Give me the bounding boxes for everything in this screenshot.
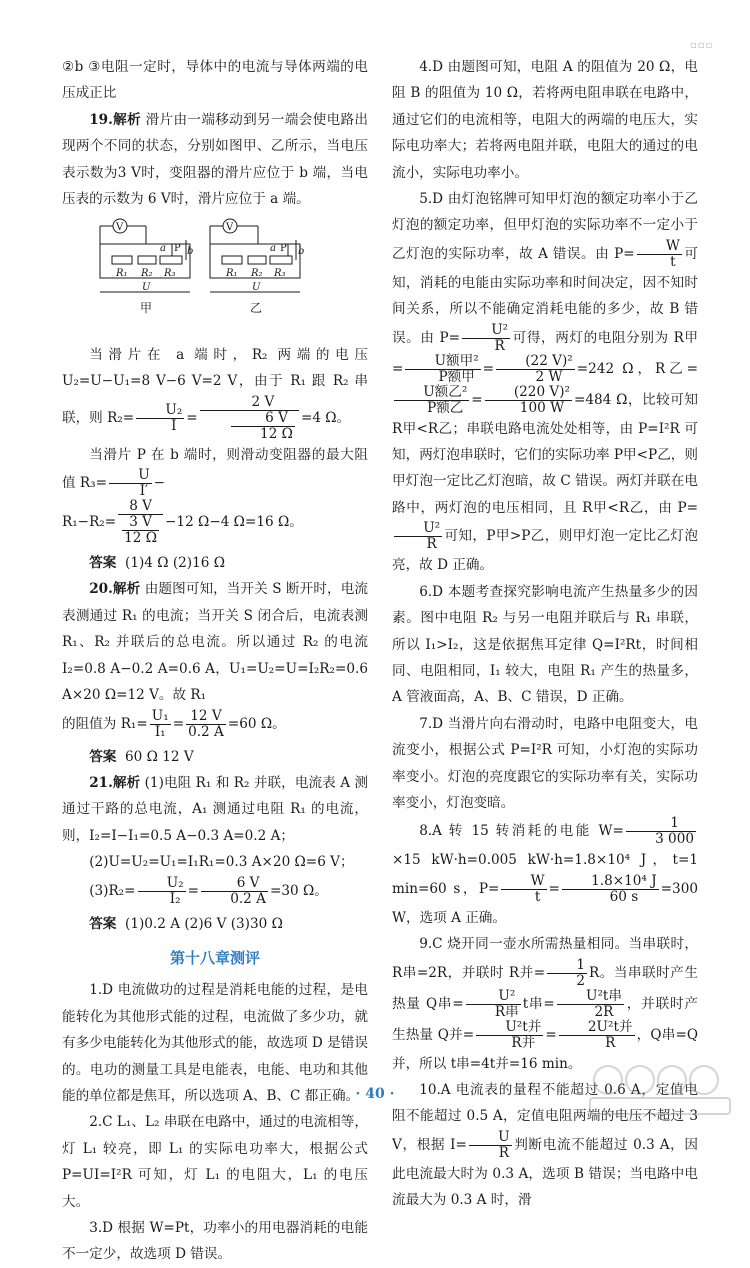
s5-text-c: 可得，两灯的电阻分别为 R甲=	[392, 329, 699, 377]
frac-num: W	[637, 239, 682, 255]
frac-den: R	[605, 1034, 616, 1051]
frac-num: U额甲²	[405, 354, 480, 370]
frac-den: R	[494, 337, 505, 354]
q19-p2-frac	[109, 468, 152, 499]
frac-num: U₁	[151, 707, 169, 724]
q19-p1	[62, 342, 368, 442]
eq-sign: =	[186, 409, 198, 426]
r1-label-yi: R₁	[226, 268, 238, 280]
section-title: 第十八章测评	[169, 948, 260, 967]
q19-p2-text: 当滑片 P 在 b 端时，则滑动变阻器的最大阻值 R₃=	[62, 446, 368, 492]
s-item-7: 7.D 当滑片向右滑动时，电路中电阻变大，电流变小，根据公式 P=I²R 可知，小灯泡的实际功率变小。灯泡的亮度跟它的实际功率有关，实际功率变小，灯泡变暗。	[392, 715, 698, 811]
s5-frac5	[394, 385, 469, 416]
s5-frac3	[405, 354, 480, 385]
s5-frac7	[394, 521, 442, 552]
frac-den-compound	[200, 411, 299, 442]
corner-mark: ▫▫▫	[690, 40, 714, 51]
q21-frac2	[201, 876, 268, 907]
s5-text-f: 可知，P甲>P乙，则甲灯泡一定比乙灯泡亮，故 D 正确。	[392, 528, 698, 574]
frac-num: 1.8×10⁴ J	[562, 874, 659, 890]
s-item-8	[392, 816, 698, 931]
q20-frac1	[150, 709, 171, 740]
s9-text-c: t串=	[522, 995, 555, 1012]
s8-eq: =	[548, 880, 560, 897]
s9-frac1	[547, 958, 587, 989]
watermark-logo	[580, 1060, 740, 1118]
frac-den: 0.2 A	[230, 890, 266, 907]
s9-frac5	[559, 1020, 635, 1051]
p-label-yi: P	[280, 243, 287, 255]
s-item-1: 1.D 电流做功的过程是消耗电能的过程，是电能转化为其他形式能的过程，电流做了多少功，就有多少电能转化为其他形式的能，故选项 D 是错误的。电功的测量工具是电能表，电能、电功和其他能的单位都是焦耳，所以选项 A、B、C 都正确。	[62, 982, 368, 1104]
s9-frac2	[466, 989, 521, 1020]
frac-num: (220 V)²	[485, 385, 572, 401]
frac-num: 2U²t并	[559, 1020, 635, 1036]
frac-num: 12 V	[186, 709, 226, 725]
s9-text-b: R。当串联时产生热量 Q串=	[392, 964, 698, 1012]
q19-p3	[62, 499, 368, 546]
s-item-5: 5.D 由灯泡铭牌可知甲灯泡的额定功率小于乙灯泡的额定功率，但甲灯泡的实际功率不一定小于乙灯泡的实际功率，故 A 错误。由 P= $\frac{W}{t}$ 可知，消耗的电能由实际功率和时间决定，因不知时间关系，所以不能确定消耗电能的多少，故 B 错误。由 P= $\frac{\text{U²}}{R}$ 可得，两灯的电阻分别为 R甲= $\frac{\text{U额甲²}}{\text{P额甲}}$ = $\frac{\text{(22 V)²}}{2 W}$ =242 Ω，R乙= $\frac{\text{U额乙²}}{\text{P额乙}}$ = $\frac{\text{(220 V)²}}{100 W}$ =484 Ω，比较可知 R甲<R乙；串联电路电流处处相等，由 P=I²R 可知，两灯泡串联时，它们的实际功率 P甲<P乙，则甲灯泡一定比乙灯泡暗，故 C 错误。两灯并联在电路中，两灯泡的电压相同，且 R甲<R乙，由 P= $\frac{\text{U²}}{R}$ 可知，P甲>P乙，则甲灯泡一定比乙灯泡亮，故 D 正确。	[392, 191, 699, 574]
frac-den: 3 000	[655, 831, 694, 848]
q19-p2	[62, 442, 368, 499]
frac-den: 60 s	[609, 888, 639, 905]
q19-p3-end: −12 Ω−4 Ω=16 Ω。	[165, 514, 303, 531]
right-column	[392, 54, 698, 1214]
s9-text-a: 9.C 烧开同一壶水所需热量相同。当串联时，R串=2R，并联时 R并=	[392, 936, 698, 981]
s9-text-d: ，并联时产生热量 Q并=	[392, 995, 698, 1043]
s5-frac2	[462, 323, 510, 354]
s-item-2: 2.C L₁、L₂ 串联在电路中，通过的电流相等，灯 L₁ 较亮，即 L₁ 的实际电功率大，根据公式 P=UI=I²R 可知，灯 L₁ 的电阻大，L₁ 的电压大。	[62, 1114, 368, 1210]
frac-num: U²	[394, 521, 442, 537]
q21-3-end: =30 Ω。	[269, 882, 328, 899]
s-item-6: 6.D 本题考查探究影响电流产生热量多少的因素。图中电阻 R₂ 与另一电阻并联后与 R₁ 串联，所以 I₁>I₂，这是依据焦耳定律 Q=I²Rt，时间相同、电阻相同，I₁ 较大，电阻 R₁ 产生的热量多，A 管液面高，A、B、C 错误，D 正确。	[392, 583, 698, 706]
frac-num: U₂	[138, 876, 186, 892]
frac-den: R并	[511, 1034, 536, 1051]
q20-end: =60 Ω。	[227, 715, 286, 732]
q20-head: 20.解析	[89, 581, 141, 598]
inner-frac	[122, 515, 159, 546]
frac-den: I′	[139, 483, 149, 500]
s10-text-b: 判断电流不能超过 0.3 A，因此电流最大时为 0.3 A，选项 B 错误；当电路中电流最大为 0.3 A 时，滑	[392, 1136, 698, 1209]
answer-value: (1)4 Ω (2)16 Ω	[125, 555, 225, 572]
minus-sign: −	[153, 475, 166, 492]
q18-tail: ②b ③电阻一定时，导体中的电流与导体两端的电压成正比	[62, 59, 368, 102]
s5-text-b: 可知，消耗的电能由实际功率和时间决定，因不知时间关系，所以不能确定消耗电能的多少，故 B 错误。由 P=	[392, 245, 699, 346]
s-item-3: 3.D 根据 W=Pt，功率小的用电器消耗的电能不一定少，故选项 D 错误。	[62, 1220, 368, 1263]
q21-answer	[62, 911, 368, 937]
voltmeter-label-yi: V	[226, 222, 234, 234]
s8-frac1	[626, 816, 696, 847]
q19-p1-text: 当滑片在 a 端时，R₂ 两端的电压 U₂=U−U₁=8 V−6 V=2 V，由于 R₁ 跟 R₂ 串联，则 R₂=	[62, 346, 368, 426]
q19-frac2	[200, 395, 299, 442]
frac-num: U	[469, 1130, 512, 1146]
frac-den: t	[670, 253, 676, 270]
q21-head: 21.解析	[89, 774, 141, 791]
p-label-jia: P	[174, 243, 181, 255]
q19-p1-end: =4 Ω。	[300, 409, 351, 426]
fig-caption-jia: 甲	[140, 301, 153, 316]
q19-p3-text: R₁−R₂=	[62, 514, 117, 531]
s5-frac1	[637, 239, 682, 270]
q21-3-text: (3)R₂=	[89, 882, 136, 899]
q19-frac1	[136, 403, 184, 434]
frac-num: U额乙²	[394, 385, 469, 401]
s10-text-a: 10.A 电流表的量程不能超过 0.6 A，定值电阻不能超过 0.5 A，定值电阻两端的电压不超过 3 V，根据 I=	[392, 1081, 698, 1153]
q20-frac2	[186, 709, 226, 740]
s8-text-b: ×15 kW·h=0.005 kW·h=1.8×10⁴ J，t=1 min=60 s，P=	[392, 852, 698, 897]
frac-num: U²	[462, 323, 510, 339]
frac-num: 6 V	[231, 411, 295, 427]
answer-value: 60 Ω 12 V	[125, 748, 194, 765]
q19-p3-frac	[118, 499, 163, 546]
fig-caption-yi: 乙	[250, 301, 263, 316]
s5-text-e: =484 Ω，比较可知 R甲<R乙；串联电路电流处处相等，由 P=I²R 可知，两灯泡串联时，它们的实际功率 P甲<P乙，则甲灯泡一定比乙灯泡暗，故 C 错误。两灯并联在电路中，两灯泡的电压相同，且 R甲<R乙，由 P=	[392, 391, 698, 516]
frac-den: I₂	[169, 890, 181, 907]
frac-den: P额乙	[427, 399, 464, 416]
q21-frac1	[138, 876, 186, 907]
frac-den: R	[426, 536, 437, 553]
frac-num: U₂	[136, 403, 184, 419]
r2-label-jia: R₂	[141, 268, 153, 280]
q19-text: 滑片由一端移动到另一端会使电路出现两个不同的状态，分别如图甲、乙所示，当电压表示数为3 V时，变阻器的滑片应位于 b 端，当电压表的示数为 6 V时，滑片应位于 a 端。	[62, 111, 369, 208]
page-number: · 40 ·	[355, 1086, 395, 1102]
q20-p2-text: 的阻值为 R₁=	[62, 715, 148, 732]
s5-text-d: =242 Ω，R乙=	[576, 360, 698, 377]
q21-part2: (2)U=U₂=U₁=I₁R₁=0.3 A×20 Ω=6 V；	[89, 854, 354, 871]
frac-den: 2	[576, 972, 585, 989]
frac-den: 12 Ω	[260, 425, 293, 442]
answer-label: 答案	[89, 748, 117, 765]
frac-num: 1	[626, 816, 696, 832]
answer-label: 答案	[89, 915, 117, 932]
r1-label-jia: R₁	[116, 268, 128, 280]
r3-label-yi: R₃	[274, 268, 286, 280]
frac-num: 1	[547, 958, 587, 974]
circuit-figure	[98, 216, 308, 335]
frac-den: 12 Ω	[124, 530, 158, 547]
frac-num: 3 V	[122, 515, 159, 531]
frac-num: (22 V)²	[496, 354, 575, 370]
s8-frac2	[501, 874, 546, 905]
q20-analysis	[62, 576, 368, 708]
frac-den: I₁	[154, 723, 166, 740]
s5-frac6	[485, 385, 572, 416]
frac-num: 8 V	[118, 499, 163, 515]
voltmeter-label-jia: V	[116, 222, 124, 234]
q21-analysis	[62, 770, 368, 849]
q20-text: 由题图可知，当开关 S 断开时，电流表测通过 R₁ 的电流；当开关 S 闭合后，电流表测 R₁、R₂ 并联后的总电流。所以通过 R₂ 的电流 I₂=0.8 A−0.2 A=0.6 A，U₁=U₂=U=I₂R₂=0.6 A×20 Ω=12 V。故 R₁	[62, 581, 368, 704]
s9-text-f: ，Q串=Q并，所以 t串=4t并=16 min。	[392, 1026, 698, 1072]
r3-label-jia: R₃	[164, 268, 176, 280]
frac-den: R	[498, 1144, 509, 1161]
q21-part3: (3)R₂= $\frac{\text{U₂}}{\text{I₂}}$ = $\frac{6 V}{0.2 A}$ =30 Ω。	[89, 874, 328, 907]
s8-frac3	[562, 874, 659, 905]
frac-den: 0.2 A	[188, 723, 224, 740]
frac-num: W	[501, 874, 546, 890]
s8-text-a: 8.A 转 15 转消耗的电能 W=	[419, 823, 624, 840]
q19-head: 19.解析	[89, 111, 141, 128]
frac-num: U²	[466, 989, 521, 1005]
frac-den-compound	[118, 515, 163, 546]
b-label-jia: b	[187, 246, 194, 258]
frac-den: I	[171, 417, 177, 434]
answer-label: 答案	[89, 555, 117, 572]
q20-answer	[62, 744, 368, 770]
s9-eq: =	[545, 1026, 557, 1043]
s10-frac	[469, 1130, 512, 1161]
frac-num: 6 V	[201, 876, 268, 892]
frac-den: 2R	[594, 1003, 614, 1020]
s-item-9	[392, 931, 698, 1077]
frac-num: U²t串	[557, 989, 624, 1005]
q21-text: (1)电阻 R₁ 和 R₂ 并联，电流表 A 测通过干路的总电流，A₁ 测通过电阻 R₁ 的电流，则，I₂=I−I₁=0.5 A−0.3 A=0.2 A；	[62, 774, 368, 844]
q20-p2: 的阻值为 R₁= $\frac{\text{U₁}}{\text{I₁}}$ = $\frac{12 V}{0.2 A}$ =60 Ω。	[62, 707, 286, 740]
s5-text-a: 5.D 由灯泡铭牌可知甲灯泡的额定功率小于乙灯泡的额定功率，但甲灯泡的实际功率不一定小于乙灯泡的实际功率，故 A 错误。由 P=	[392, 191, 698, 262]
answer-value: (1)0.2 A (2)6 V (3)30 Ω	[125, 915, 283, 932]
a-label-yi: a	[270, 243, 276, 255]
frac-num: U²t并	[476, 1020, 543, 1036]
frac-den: t	[534, 888, 541, 905]
q19-answer	[62, 550, 368, 576]
b-label-yi: b	[298, 246, 305, 258]
frac-num: U	[109, 468, 152, 484]
frac-num: 2 V	[200, 395, 299, 411]
s9-frac4	[476, 1020, 543, 1051]
s9-frac3	[557, 989, 624, 1020]
frac-den: P额甲	[438, 368, 475, 385]
frac-den: 2 W	[535, 368, 563, 385]
circuit-diagram	[98, 216, 308, 326]
u-label-jia: U	[142, 282, 151, 294]
frac-den: 100 W	[519, 399, 565, 416]
q19-analysis	[62, 107, 368, 213]
frac-den: R串	[494, 1003, 519, 1020]
s5-frac4	[496, 354, 575, 385]
s8-text-d: =300 W，选项 A 正确。	[392, 880, 698, 926]
a-label-jia: a	[160, 243, 166, 255]
inner-frac	[231, 411, 295, 442]
s-item-4: 4.D 由题图可知，电阻 A 的阻值为 20 Ω，电阻 B 的阻值为 10 Ω，若将两电阻串联在电路中，通过它们的电流相等，电阻大的两端的电压大，实际电功率大；若将两电阻并联，电阻大的通过的电流小，实际电功率小。	[392, 59, 698, 181]
u-label-yi: U	[252, 282, 261, 294]
r2-label-yi: R₂	[251, 268, 263, 280]
